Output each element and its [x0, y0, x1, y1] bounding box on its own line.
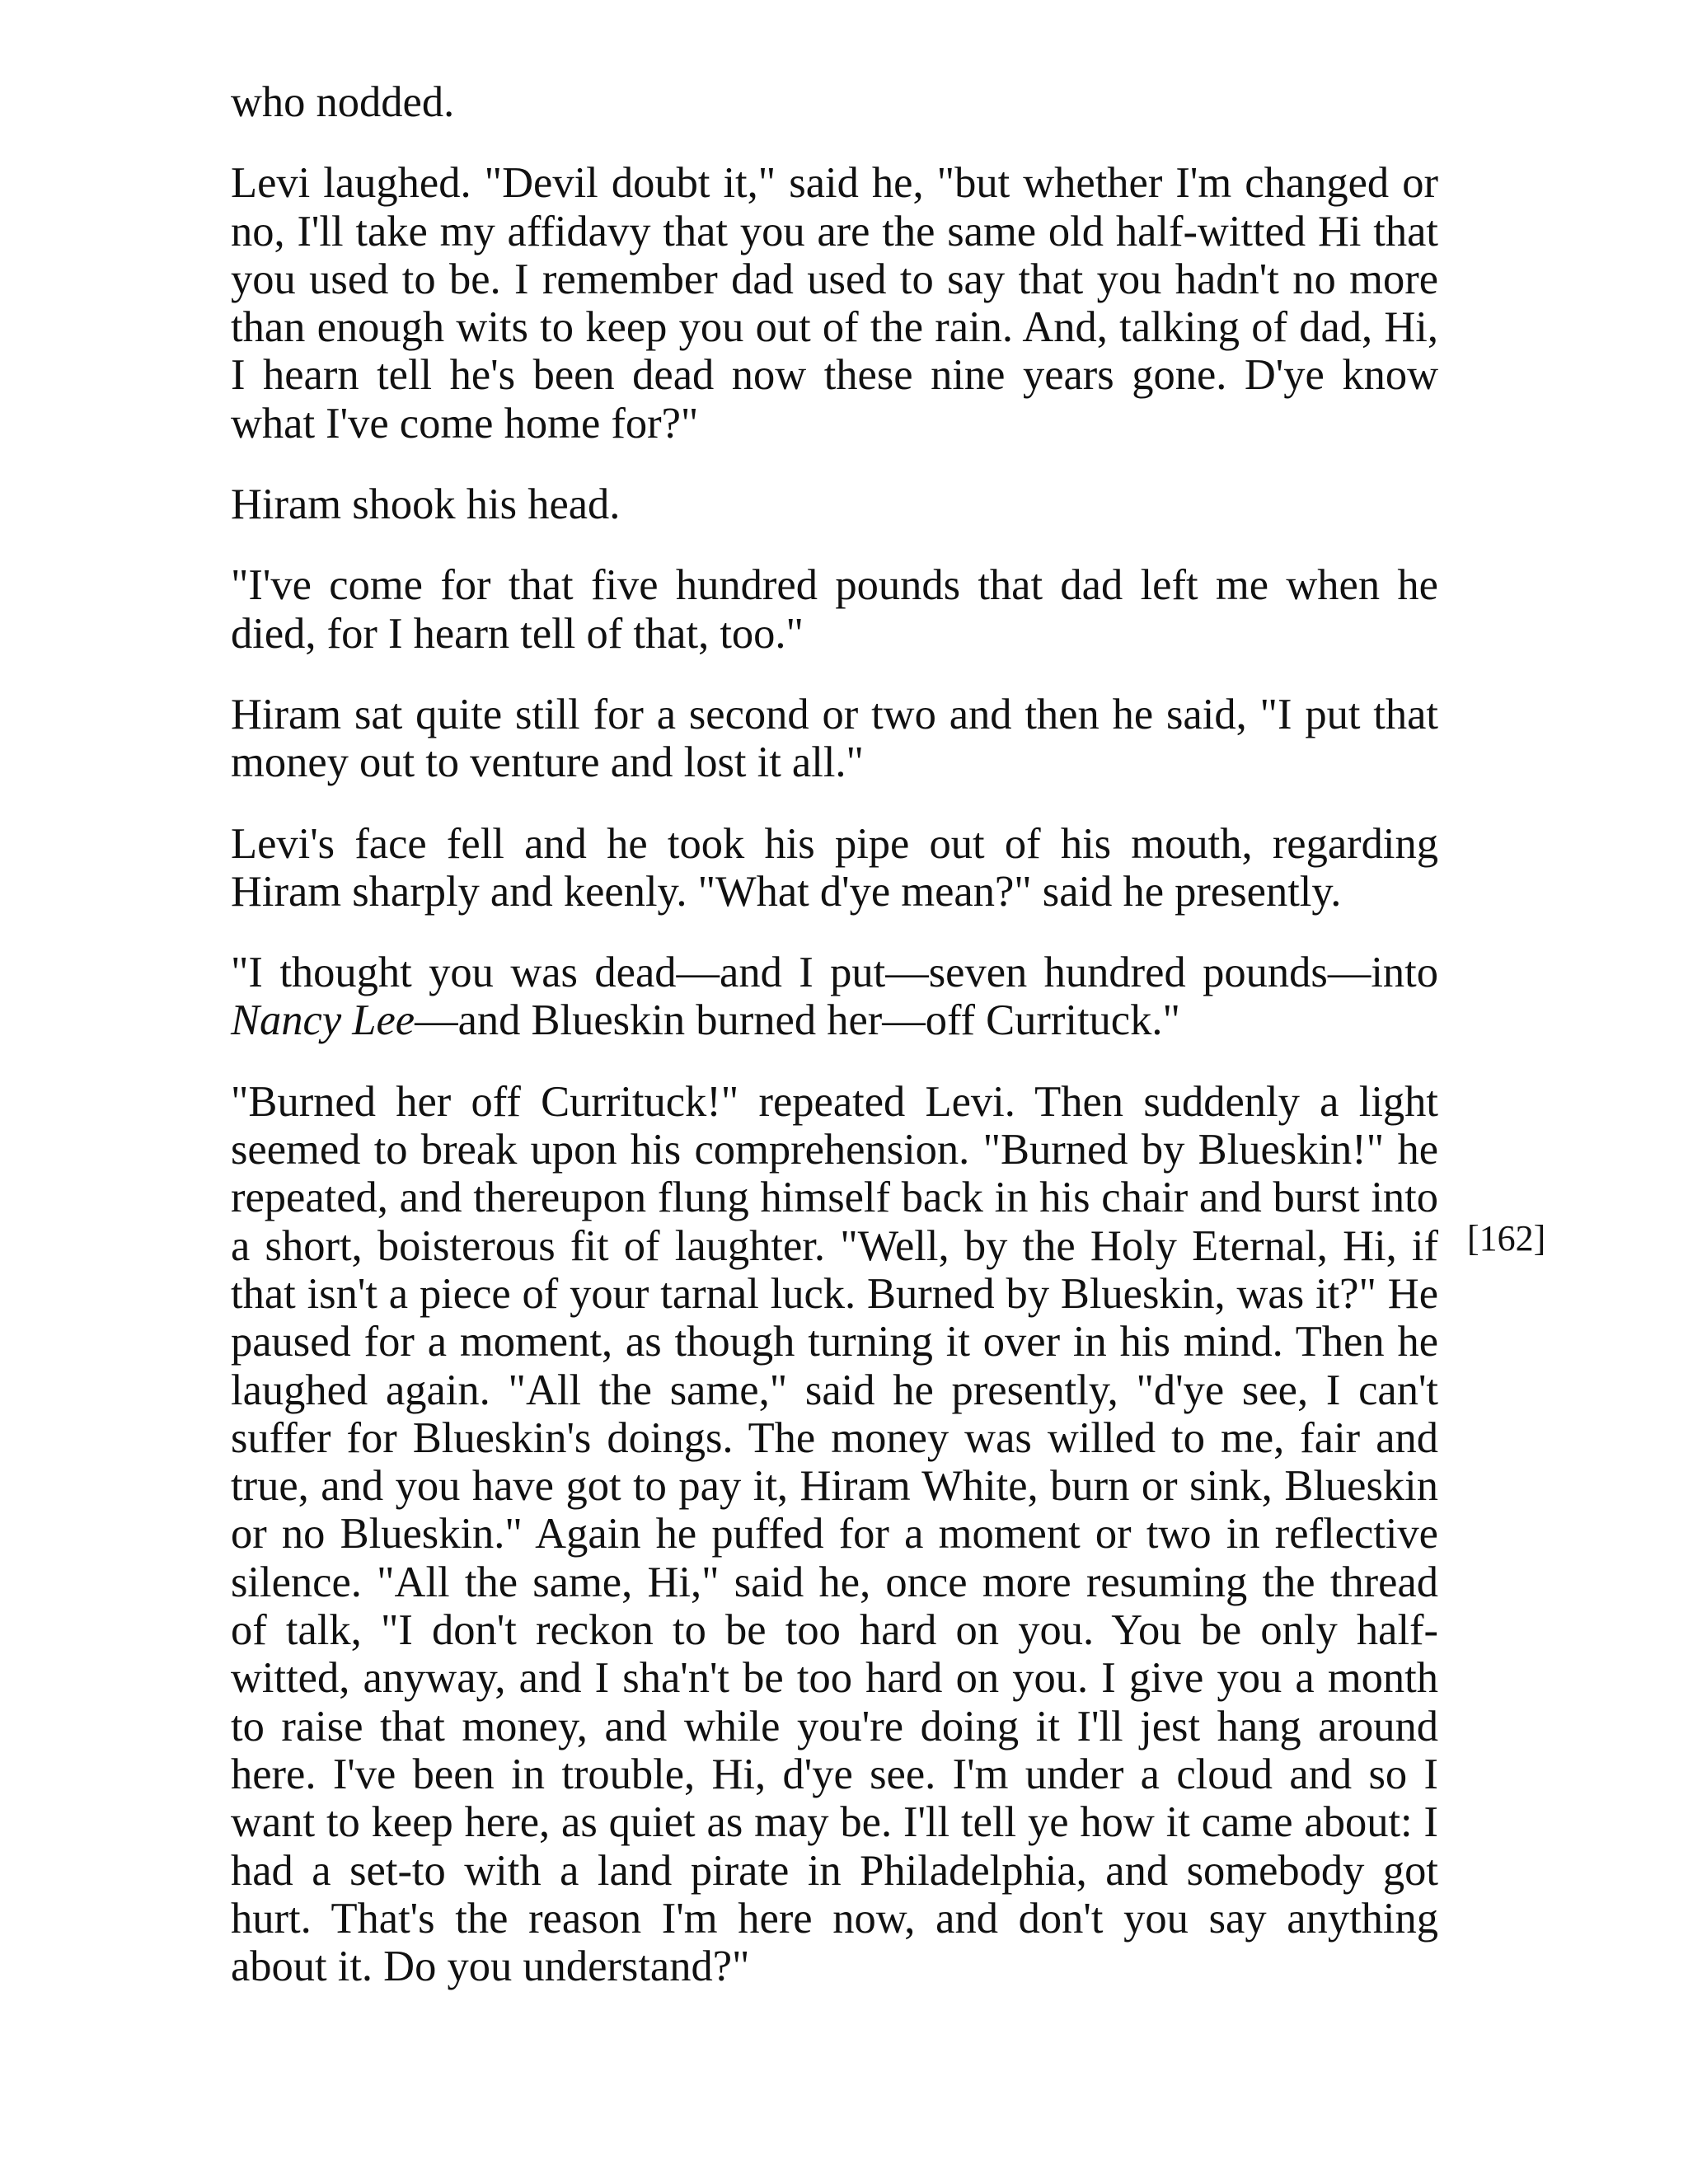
paragraph-levis-face-fell: Levi's face fell and he took his pipe out of his mouth, regarding Hiram sharply and keenly. "What d'ye mean?" said he presently.	[231, 819, 1438, 916]
paragraph-nancy-lee	[231, 949, 1438, 1045]
page-body	[231, 78, 1438, 1990]
paragraph-levi-laughed: Levi laughed. "Devil doubt it," said he, "but whether I'm changed or no, I'll take my affidavy that you are the same old half-witted Hi that you used to be. I remember dad used to say that you hadn't no more than enough wits to keep you out of the rain. And, talking of dad, Hi, I hearn tell he's been dead now these nine years gone. D'ye know what I've come home for?"	[231, 159, 1438, 448]
paragraph-burned-off-currituck: "Burned her off Currituck!" repeated Levi. Then suddenly a light seemed to break upon his comprehension. "Burned by Blueskin!" he repeated, and thereupon flung himself back in his chair and burst into a short, boisterous fit of laughter. "Well, by the Holy Eternal, Hi, if that isn't a piece of your tarnal luck. Burned by Blueskin, was it?" He paused for a moment, as though turning it over in his mind. Then he laughed again. "All the same," said he presently, "d'ye see, I can't suffer for Blueskin's doings. The money was willed to me, fair and true, and you have got to pay it, Hiram White, burn or sink, Blueskin or no Blueskin." Again he puffed for a moment or two in reflective silence. "All the same, Hi," said he, once more resuming the thread of talk, "I don't reckon to be too hard on you. You be only half-witted, anyway, and I sha'n't be too hard on you. I give you a month to raise that money, and while you're doing it I'll jest hang around here. I've been in trouble, Hi, d'ye see. I'm under a cloud and so I want to keep here, as quiet as may be. I'll tell ye how it came about: I had a set-to with a land pirate in Philadelphia, and somebody got hurt. That's the reason I'm here now, and don't you say anything about it. Do you understand?"	[231, 1077, 1438, 1991]
paragraph-hiram-shook-head: Hiram shook his head.	[231, 480, 621, 529]
nancy-lee-text-before: "I thought you was dead—and I put—seven hundred pounds—into	[231, 949, 1438, 997]
ship-name-italic: Nancy Lee	[231, 996, 415, 1045]
paragraph-who-nodded: who nodded.	[231, 78, 455, 126]
page-number: [162]	[1467, 1218, 1546, 1258]
nancy-lee-text-after: —and Blueskin burned her—off Currituck."	[415, 996, 1180, 1045]
paragraph-five-hundred-pounds: "I've come for that five hundred pounds that dad left me when he died, for I hearn tell of that, too."	[231, 561, 1438, 658]
paragraph-lost-it-all: Hiram sat quite still for a second or two and then he said, "I put that money out to venture and lost it all."	[231, 690, 1438, 787]
